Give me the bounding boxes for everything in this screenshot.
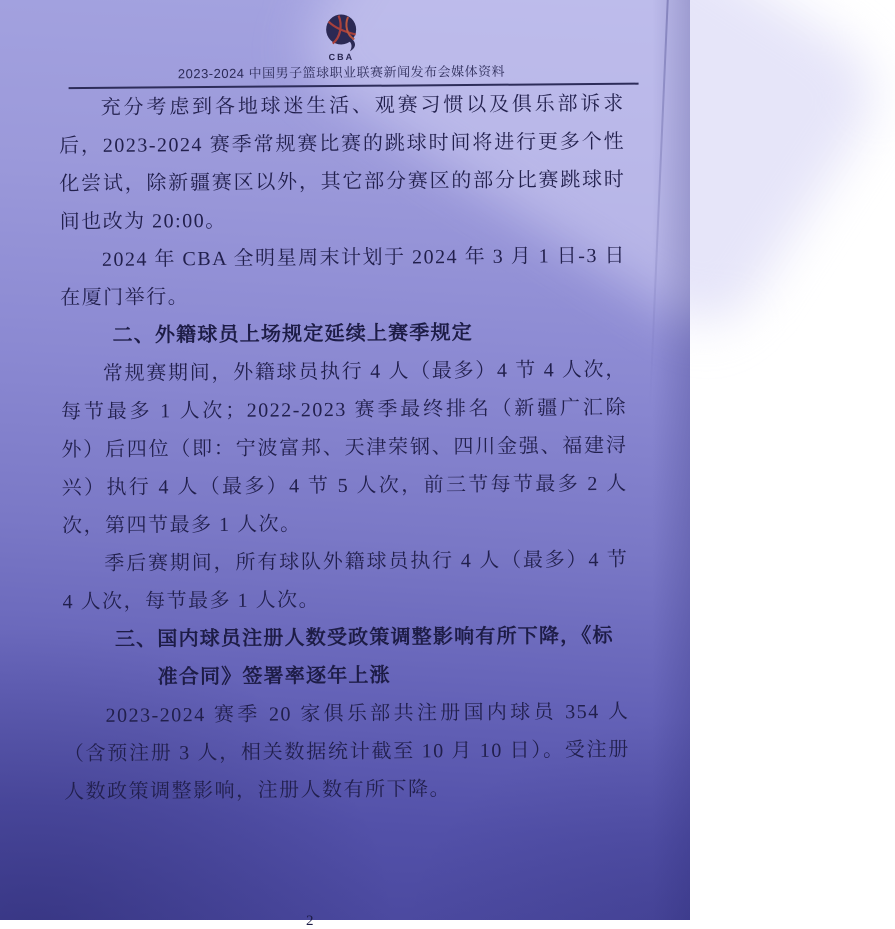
heading-foreign-player-rules xyxy=(60,313,626,355)
paragraph-jump-ball-time: 充分考虑到各地球迷生活、观赛习惯以及俱乐部诉求后，2023-2024 赛季常规赛比赛的跳球时间将进行更多个性化尝试，除新疆赛区以外，其它部分赛区的部分比赛跳球时间也改为 20:00。 xyxy=(58,92,626,234)
paragraph-allstar-weekend: 2024 年 CBA 全明星周末计划于 2024 年 3 月 1 日-3 日在厦门举行。 xyxy=(60,244,627,310)
page-number: 2 xyxy=(306,913,314,929)
heading-text-foreign-player-rules: 外籍球员上场规定延续上赛季规定 xyxy=(154,321,474,347)
cba-logo-wordmark: CBA xyxy=(328,51,355,63)
paper-right-edge-shadow xyxy=(652,0,690,920)
heading-marker-two: 二、 xyxy=(112,324,156,347)
heading-marker-three: 三、 xyxy=(114,628,158,651)
document-body xyxy=(59,85,631,811)
document-title: 2023-2024 中国男子篮球职业联赛新闻发布会媒体资料 xyxy=(177,63,506,82)
paragraph-registration-numbers: 2023-2024 赛季 20 家俱乐部共注册国内球员 354 人（含预注册 3 人，相关数据统计截至 10 月 10 日）。受注册人数政策调整影响，注册人数有所下降。 xyxy=(63,700,630,804)
paragraph-playoffs-foreign-players: 季后赛期间，所有球队外籍球员执行 4 人（最多）4 节 4 人次，每节最多 1 人次。 xyxy=(62,548,629,614)
cba-logo xyxy=(58,10,624,64)
heading-domestic-registration xyxy=(63,617,630,697)
document-content xyxy=(58,10,630,811)
paragraph-regular-season-foreign-players: 常规赛期间，外籍球员执行 4 人（最多）4 节 4 人次，每节最多 1 人次；2022-2023 赛季最终排名（新疆广汇除外）后四位（即：宁波富邦、天津荣钢、四川金强、福建浔兴）执行 4 人（最多）4 节 5 人次，前三节每节最多 2 人次，第四节最多 1 人次。 xyxy=(61,358,628,538)
cba-basketball-icon xyxy=(318,12,364,52)
heading-text-domestic-registration: 国内球员注册人数受政策调整影响有所下降，《标准合同》签署率逐年上涨 xyxy=(157,624,614,689)
